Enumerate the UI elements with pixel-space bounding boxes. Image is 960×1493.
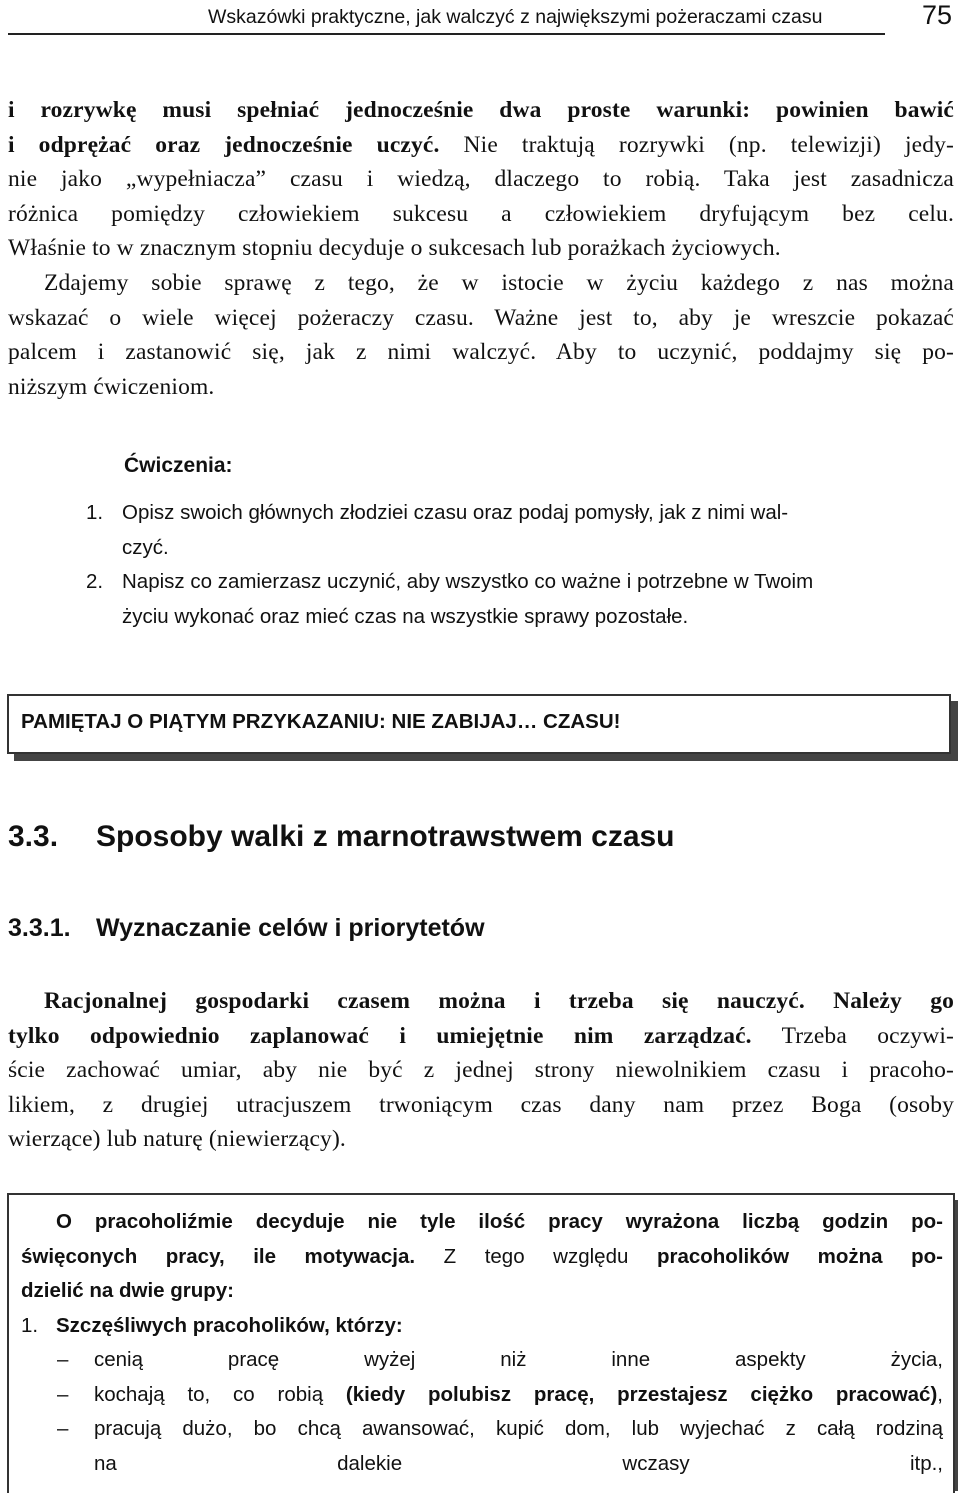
paragraph-leisure	[8, 93, 954, 266]
group-item	[21, 1309, 943, 1344]
section-number: 3.3.	[8, 820, 59, 853]
subsection-title: Wyznaczanie celów i priorytetów	[96, 914, 485, 942]
workaholism-box	[7, 1193, 955, 1493]
header-rule	[8, 33, 885, 35]
text-line: Właśnie to w znacznym stopniu decyduje o sukcesach lub porażkach życiowych.	[8, 235, 781, 261]
group-number: 1.	[21, 1313, 39, 1337]
text-line: wskazać o wiele więcej pożeraczy czasu. Ważne jest to, aby je wreszcie pokazać	[8, 304, 954, 331]
text-line: ście zachować umiar, aby nie być z jednej strony niewolnikiem czasu i pracoho-	[8, 1057, 954, 1083]
text-line: likiem, z drugiej utracjuszem trwoniącym czas dany nam przez Boga (osoby	[8, 1091, 954, 1118]
remember-callout	[7, 694, 951, 754]
text-line: Zdajemy sobie sprawę z tego, że w istocie w życiu każdego z nas można	[44, 270, 954, 296]
remember-text: PAMIĘTAJ O PIĄTYM PRZYKAZANIU: NIE ZABIJAJ… CZASU!	[21, 710, 621, 733]
subsection-number: 3.3.1.	[8, 914, 71, 942]
group-title: Szczęśliwych pracoholików, którzy:	[56, 1313, 403, 1337]
text-line: i rozrywkę musi spełniać jednocześnie dwa proste warunki: powinien bawić	[8, 97, 954, 123]
subsection-heading	[8, 914, 485, 943]
dash-bullet: –	[57, 1348, 69, 1371]
text-line: nie jako „wypełniacza” czasu i wiedzą, dlaczego to robią. Taka jest zasadnicza	[8, 166, 954, 192]
text-line: i odprężać oraz jednocześnie uczyć. Nie traktują rozrywki (np. telewizji) jedy-	[8, 131, 954, 158]
text-line: Opisz swoich głównych złodziei czasu oraz podaj pomysły, jak z nimi wal-	[122, 501, 789, 524]
exercise-number: 2.	[86, 570, 104, 593]
exercise-number: 1.	[86, 501, 104, 524]
running-header	[0, 0, 960, 40]
dash-list-item	[21, 1378, 943, 1413]
section-heading	[8, 820, 675, 854]
exercises-heading: Ćwiczenia:	[124, 454, 233, 477]
exercise-item	[86, 565, 956, 634]
section-title: Sposoby walki z marnotrawstwem czasu	[96, 820, 675, 853]
running-header-title: Wskazówki praktyczne, jak walczyć z największymi pożeraczami czasu	[208, 6, 823, 28]
text-line: wierzące) lub naturę (niewierzący).	[8, 1126, 346, 1152]
text-line: czyć.	[122, 535, 169, 559]
text-line: cenią pracę wyżej niż inne aspekty życia,	[94, 1348, 943, 1371]
text-line: tylko odpowiednio zaplanować i umiejętnie nim zarządzać. Trzeba oczywi-	[8, 1022, 954, 1049]
text-line: Napisz co zamierzasz uczynić, aby wszystko co ważne i potrzebne w Twoim	[122, 570, 814, 593]
text-line: święconych pracy, ile motywacja. Z tego względu pracoholików można po-	[21, 1244, 943, 1268]
dash-bullet: –	[57, 1417, 69, 1440]
text-line: kochają to, co robią (kiedy polubisz pracę, przestajesz ciężko pracować),	[94, 1382, 943, 1406]
text-line: palcem i zastanowić się, jak z nimi walczyć. Aby to uczynić, poddajmy się po-	[8, 339, 954, 365]
dash-list-item	[21, 1343, 943, 1378]
page-number: 75	[921, 0, 952, 30]
text-line: pracują dużo, bo chcą awansować, kupić dom, lub wyjechać z całą rodziną	[94, 1417, 943, 1440]
text-line: różnica pomiędzy człowiekiem sukcesu a człowiekiem dryfującym bez celu.	[8, 200, 954, 227]
workaholism-box-content	[21, 1205, 943, 1481]
exercise-item	[86, 496, 956, 565]
dash-list-item	[21, 1412, 943, 1481]
paragraph-time-management	[8, 984, 954, 1157]
text-line: Racjonalnej gospodarki czasem można i trzeba się nauczyć. Należy go	[44, 988, 954, 1014]
dash-bullet: –	[57, 1382, 69, 1406]
text-line: dzielić na dwie grupy:	[21, 1279, 235, 1302]
text-line: O pracoholiźmie decyduje nie tyle ilość pracy wyrażona liczbą godzin po-	[56, 1210, 943, 1233]
text-line: życiu wykonać oraz mieć czas na wszystkie sprawy pozostałe.	[122, 604, 689, 628]
text-line: na dalekie wczasy itp.,	[94, 1451, 943, 1475]
text-line: niższym ćwiczeniom.	[8, 373, 215, 400]
paragraph-time-eaters	[8, 266, 954, 404]
exercises-list	[86, 496, 956, 634]
